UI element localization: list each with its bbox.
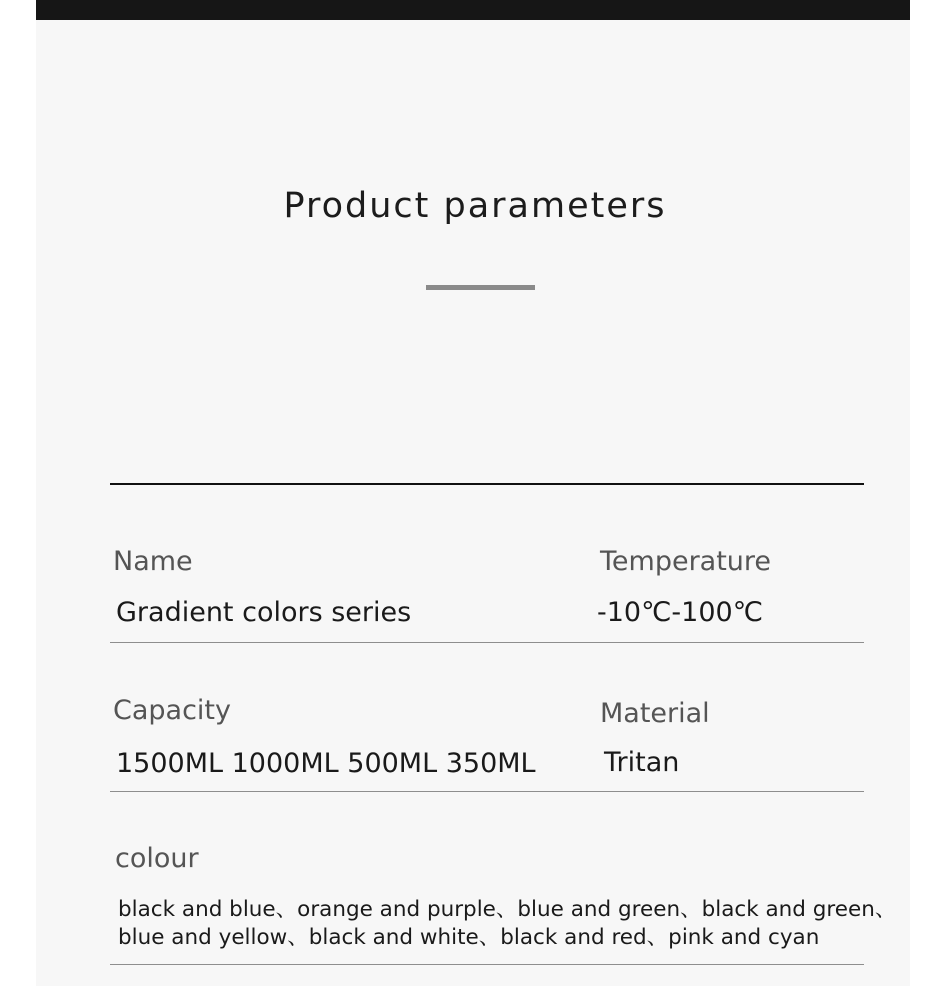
capacity-value: 1500ML 1000ML 500ML 350ML xyxy=(116,748,536,779)
colour-options-line-1: black and blue、orange and purple、blue and green、black and green、 xyxy=(118,897,897,922)
row-divider-3 xyxy=(110,964,864,965)
title-underline xyxy=(426,285,535,290)
table-top-divider xyxy=(110,483,864,485)
colour-options xyxy=(118,896,908,952)
capacity-label: Capacity xyxy=(113,695,231,726)
temperature-label: Temperature xyxy=(600,546,772,577)
row-divider-1 xyxy=(110,642,864,643)
material-label: Material xyxy=(600,698,710,729)
row-divider-2 xyxy=(110,791,864,792)
parameters-panel xyxy=(36,20,910,986)
temperature-value: -10℃-100℃ xyxy=(597,597,764,628)
colour-label: colour xyxy=(115,843,199,874)
colour-options-line-2: blue and yellow、black and white、black and red、pink and cyan xyxy=(118,925,820,950)
material-value: Tritan xyxy=(604,747,680,778)
name-label: Name xyxy=(113,546,193,577)
name-value: Gradient colors series xyxy=(116,597,412,628)
page-title: Product parameters xyxy=(283,186,667,226)
top-banner-strip xyxy=(36,0,910,20)
